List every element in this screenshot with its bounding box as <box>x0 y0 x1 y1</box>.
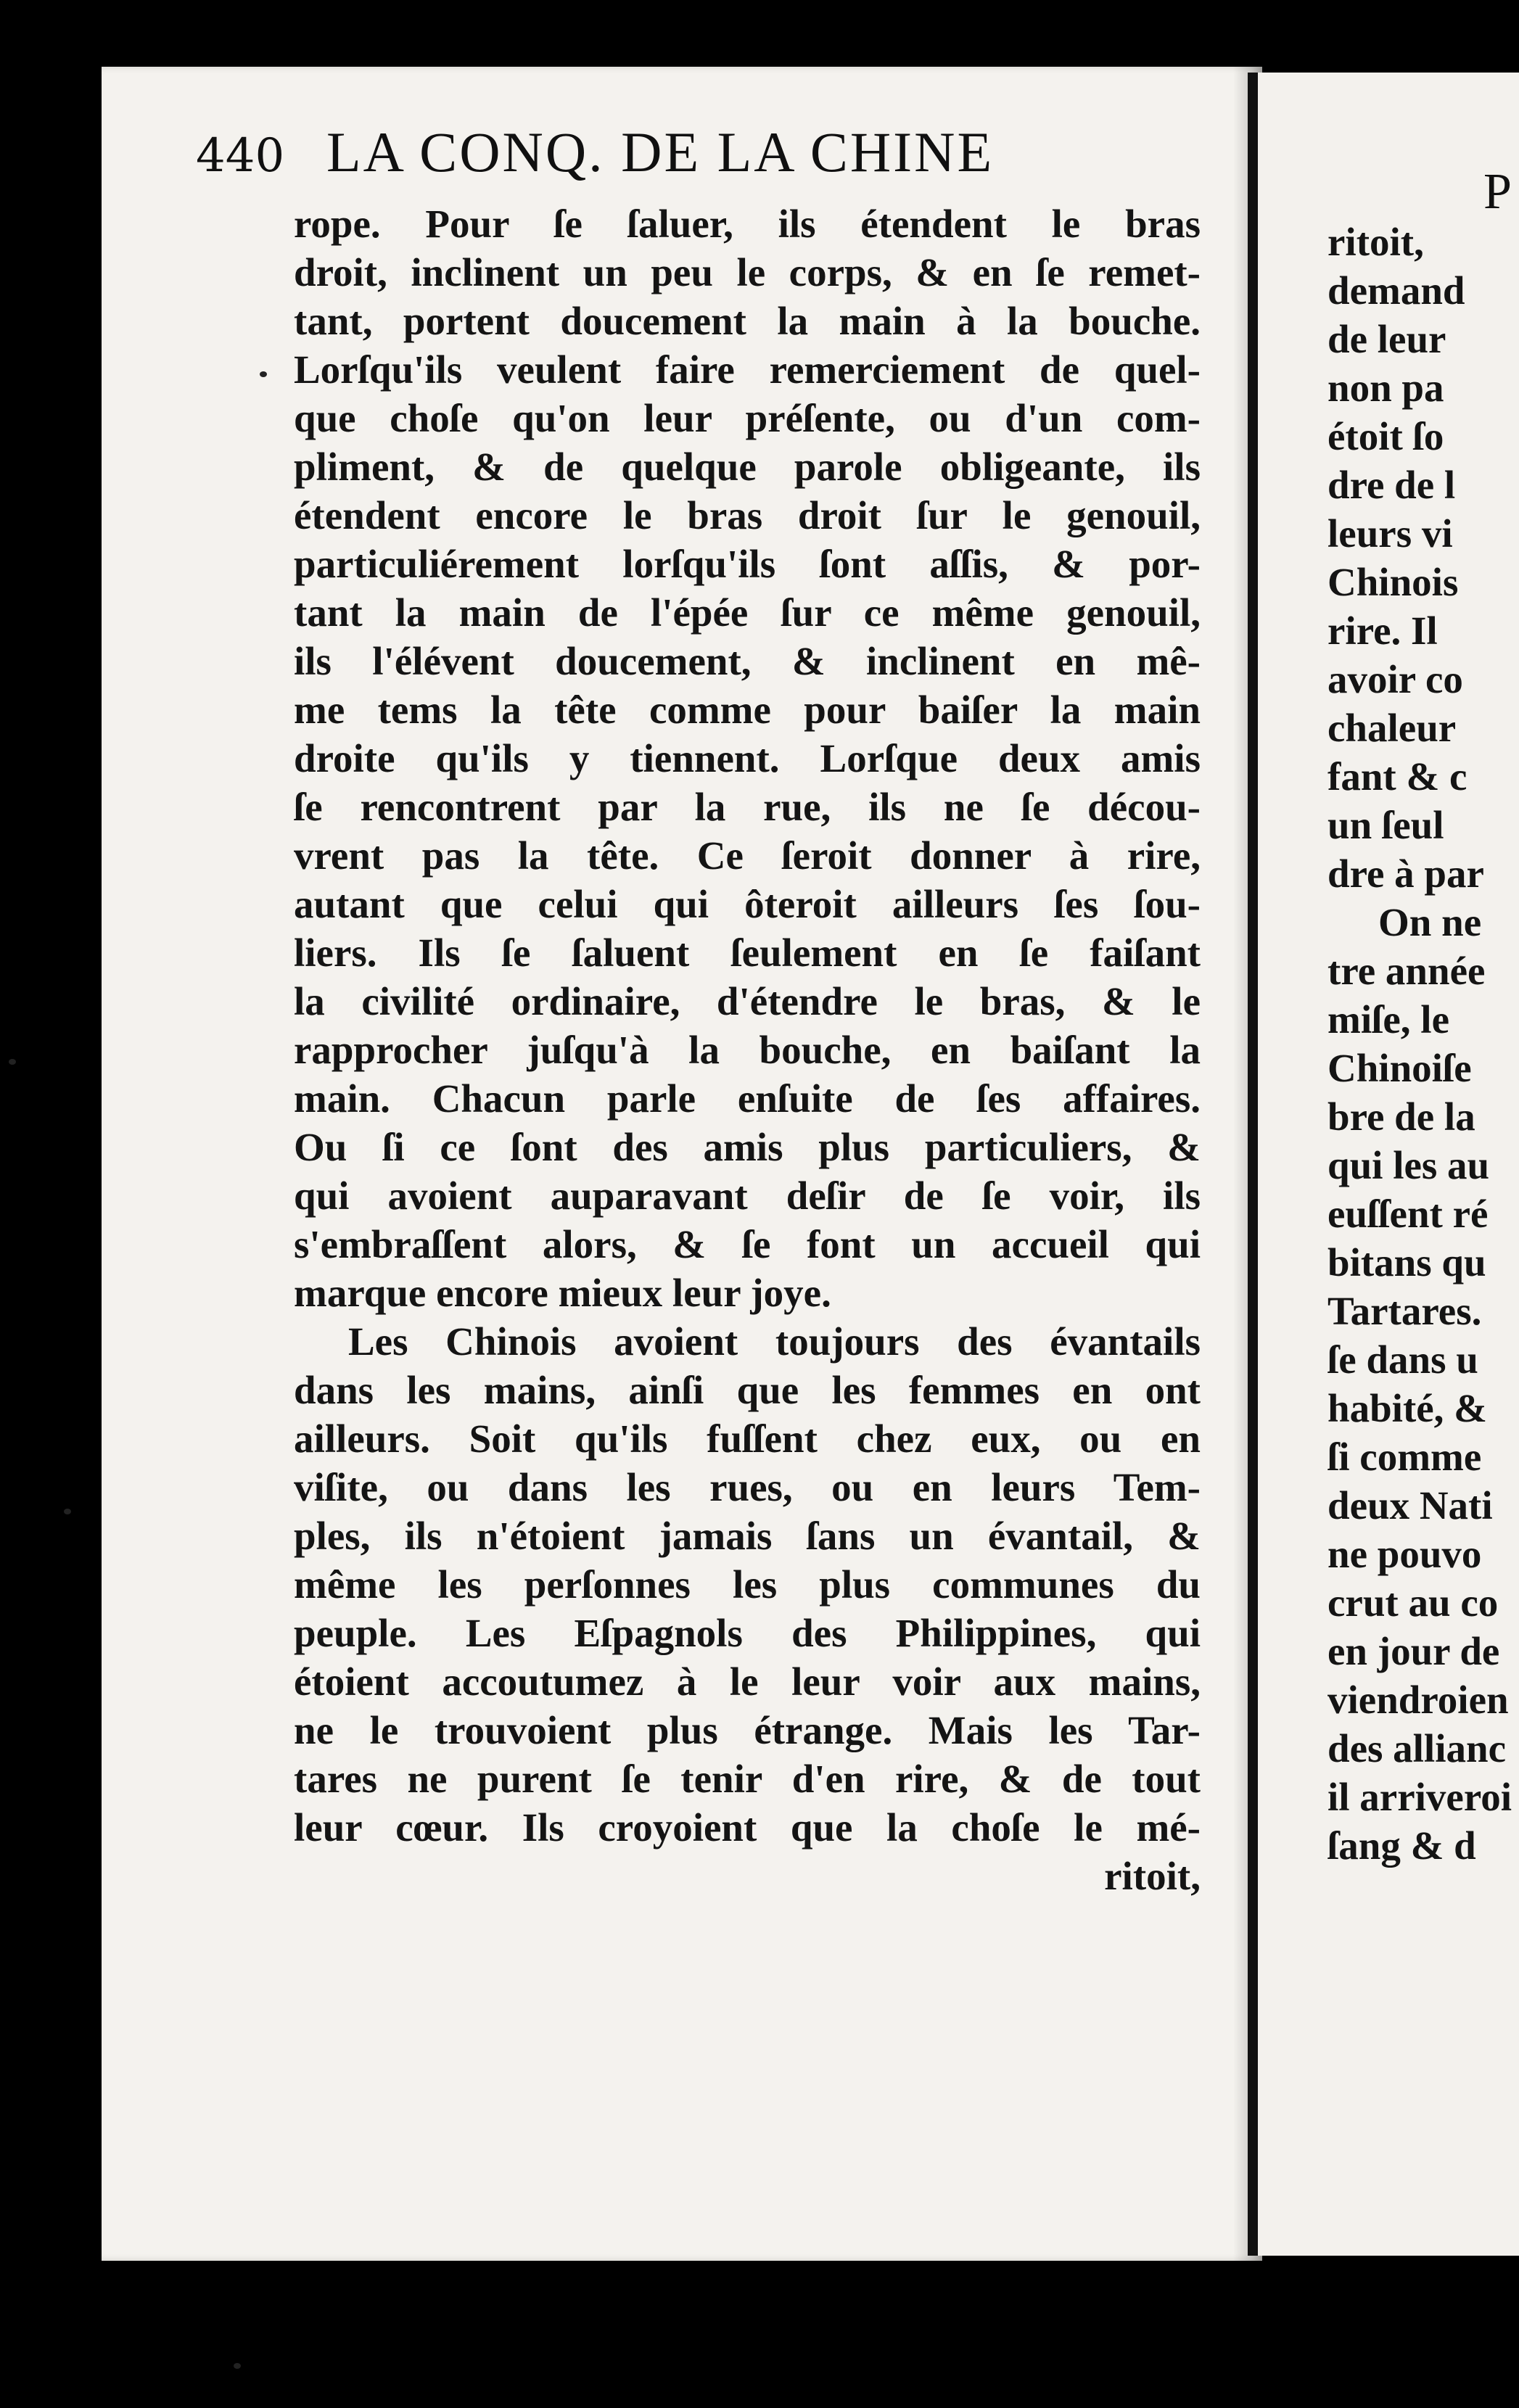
text-line-fragment: leurs vi <box>1327 511 1453 556</box>
text-line-fragment: il arriveroi <box>1327 1775 1512 1819</box>
text-line-fragment: Chinois <box>1327 560 1459 604</box>
text-line-fragment: qui les au <box>1327 1143 1490 1187</box>
text-line-fragment: bitans qu <box>1327 1240 1486 1285</box>
text-line: main. Chacun parle enſuite de ſes affaires. <box>294 1076 1201 1121</box>
text-line: ne le trouvoient plus étrange. Mais les Tar- <box>294 1708 1201 1752</box>
text-line-fragment: fant & c <box>1327 754 1467 799</box>
right-running-head-fragment: P <box>1483 164 1512 220</box>
text-line-fragment: On ne <box>1378 900 1482 944</box>
page-number: 440 <box>196 129 285 183</box>
text-line: viſite, ou dans les rues, ou en leurs Tem- <box>294 1465 1201 1509</box>
text-line-fragment: ne pouvo <box>1327 1532 1482 1576</box>
text-line: leur cœur. Ils croyoient que la choſe le mé- <box>294 1805 1201 1850</box>
text-line: étendent encore le bras droit ſur le genouil, <box>294 493 1201 537</box>
text-line: rapprocher juſqu'à la bouche, en baiſant la <box>294 1028 1201 1072</box>
text-line-fragment: ritoit, <box>1327 220 1424 264</box>
text-line: que choſe qu'on leur préſente, ou d'un com- <box>294 396 1201 440</box>
text-line: rope. Pour ſe ſaluer, ils étendent le bras <box>294 202 1201 246</box>
right-body-text <box>1327 218 1512 1870</box>
text-line: ſe rencontrent par la rue, ils ne ſe décou- <box>294 785 1201 829</box>
text-line-fragment: un ſeul <box>1327 803 1444 847</box>
catchword: ritoit, <box>1104 1854 1201 1898</box>
body-text <box>294 199 1201 1900</box>
text-line: liers. Ils ſe ſaluent ſeulement en ſe faiſant <box>294 931 1201 975</box>
scan-speck <box>234 2363 241 2369</box>
text-line-fragment: chaleur <box>1327 706 1457 750</box>
text-line: tant, portent doucement la main à la bouche. <box>294 299 1201 343</box>
text-line-fragment: habité, & <box>1327 1386 1487 1430</box>
text-line-fragment: ſe dans u <box>1327 1337 1478 1382</box>
running-title: LA CONQ. DE LA CHINE <box>326 120 995 184</box>
text-line: même les perſonnes les plus communes du <box>294 1562 1201 1607</box>
text-line: s'embraſſent alors, & ſe font un accueil qui <box>294 1222 1201 1266</box>
scan-speck <box>9 1059 16 1065</box>
text-line: droit, inclinent un peu le corps, & en ſe remet- <box>294 250 1201 294</box>
text-line: Ou ſi ce ſont des amis plus particuliers, & <box>294 1125 1201 1169</box>
text-line-fragment: des allianc <box>1327 1726 1506 1770</box>
text-line-fragment: Tartares. <box>1327 1289 1482 1333</box>
scan-speck <box>64 1509 71 1514</box>
text-line: pliment, & de quelque parole obligeante, ils <box>294 445 1201 489</box>
text-line-fragment: en jour de <box>1327 1629 1500 1673</box>
text-line-fragment: viendroien <box>1327 1678 1509 1722</box>
text-line-fragment: euſſent ré <box>1327 1192 1489 1236</box>
text-line-fragment: ſi comme <box>1327 1435 1482 1479</box>
text-line-fragment: miſe, le <box>1327 997 1449 1042</box>
text-line: peuple. Les Eſpagnols des Philippines, qui <box>294 1611 1201 1655</box>
text-line-fragment: dre à par <box>1327 852 1484 896</box>
text-line-fragment: avoir co <box>1327 657 1463 701</box>
text-line-fragment: dre de l <box>1327 463 1456 507</box>
text-line: me tems la tête comme pour baiſer la main <box>294 688 1201 732</box>
text-line: tares ne purent ſe tenir d'en rire, & de tout <box>294 1757 1201 1801</box>
text-line: vrent pas la tête. Ce ſeroit donner à rire, <box>294 833 1201 878</box>
text-line: Lorſqu'ils veulent faire remerciement de quel- <box>294 347 1201 392</box>
text-line: qui avoient auparavant deſir de ſe voir, ils <box>294 1174 1201 1218</box>
running-head <box>196 120 1211 199</box>
text-line-fragment: bre de la <box>1327 1094 1475 1139</box>
text-line-fragment: tre année <box>1327 949 1486 993</box>
text-line: marque encore mieux leur joye. <box>294 1271 831 1315</box>
text-line-fragment: rire. Il <box>1327 609 1438 653</box>
text-line-fragment: non pa <box>1327 366 1444 410</box>
scan-speck <box>260 371 267 377</box>
text-line: ailleurs. Soit qu'ils fuſſent chez eux, ou en <box>294 1417 1201 1461</box>
text-line: tant la main de l'épée ſur ce même genouil, <box>294 590 1201 635</box>
text-line-fragment: de leur <box>1327 317 1446 361</box>
text-line-fragment: demand <box>1327 268 1465 313</box>
text-line: la civilité ordinaire, d'étendre le bras, & le <box>294 979 1201 1023</box>
text-line-fragment: Chinoiſe <box>1327 1046 1472 1090</box>
text-line-fragment: deux Nati <box>1327 1483 1493 1527</box>
text-line: droite qu'ils y tiennent. Lorſque deux amis <box>294 736 1201 780</box>
text-line: étoient accoutumez à le leur voir aux mains, <box>294 1659 1201 1704</box>
text-line: dans les mains, ainſi que les femmes en ont <box>294 1368 1201 1412</box>
text-line: ples, ils n'étoient jamais ſans un évantail, & <box>294 1514 1201 1558</box>
text-line: ils l'élévent doucement, & inclinent en mê- <box>294 639 1201 683</box>
text-line: autant que celui qui ôteroit ailleurs ſes ſou- <box>294 882 1201 926</box>
text-line: Les Chinois avoient toujours des évantails <box>348 1319 1201 1364</box>
text-line: particuliérement lorſqu'ils ſont aſſis, & por- <box>294 542 1201 586</box>
text-line-fragment: étoit ſo <box>1327 414 1444 458</box>
text-line-fragment: ſang & d <box>1327 1823 1476 1868</box>
text-line-fragment: crut au co <box>1327 1580 1499 1625</box>
